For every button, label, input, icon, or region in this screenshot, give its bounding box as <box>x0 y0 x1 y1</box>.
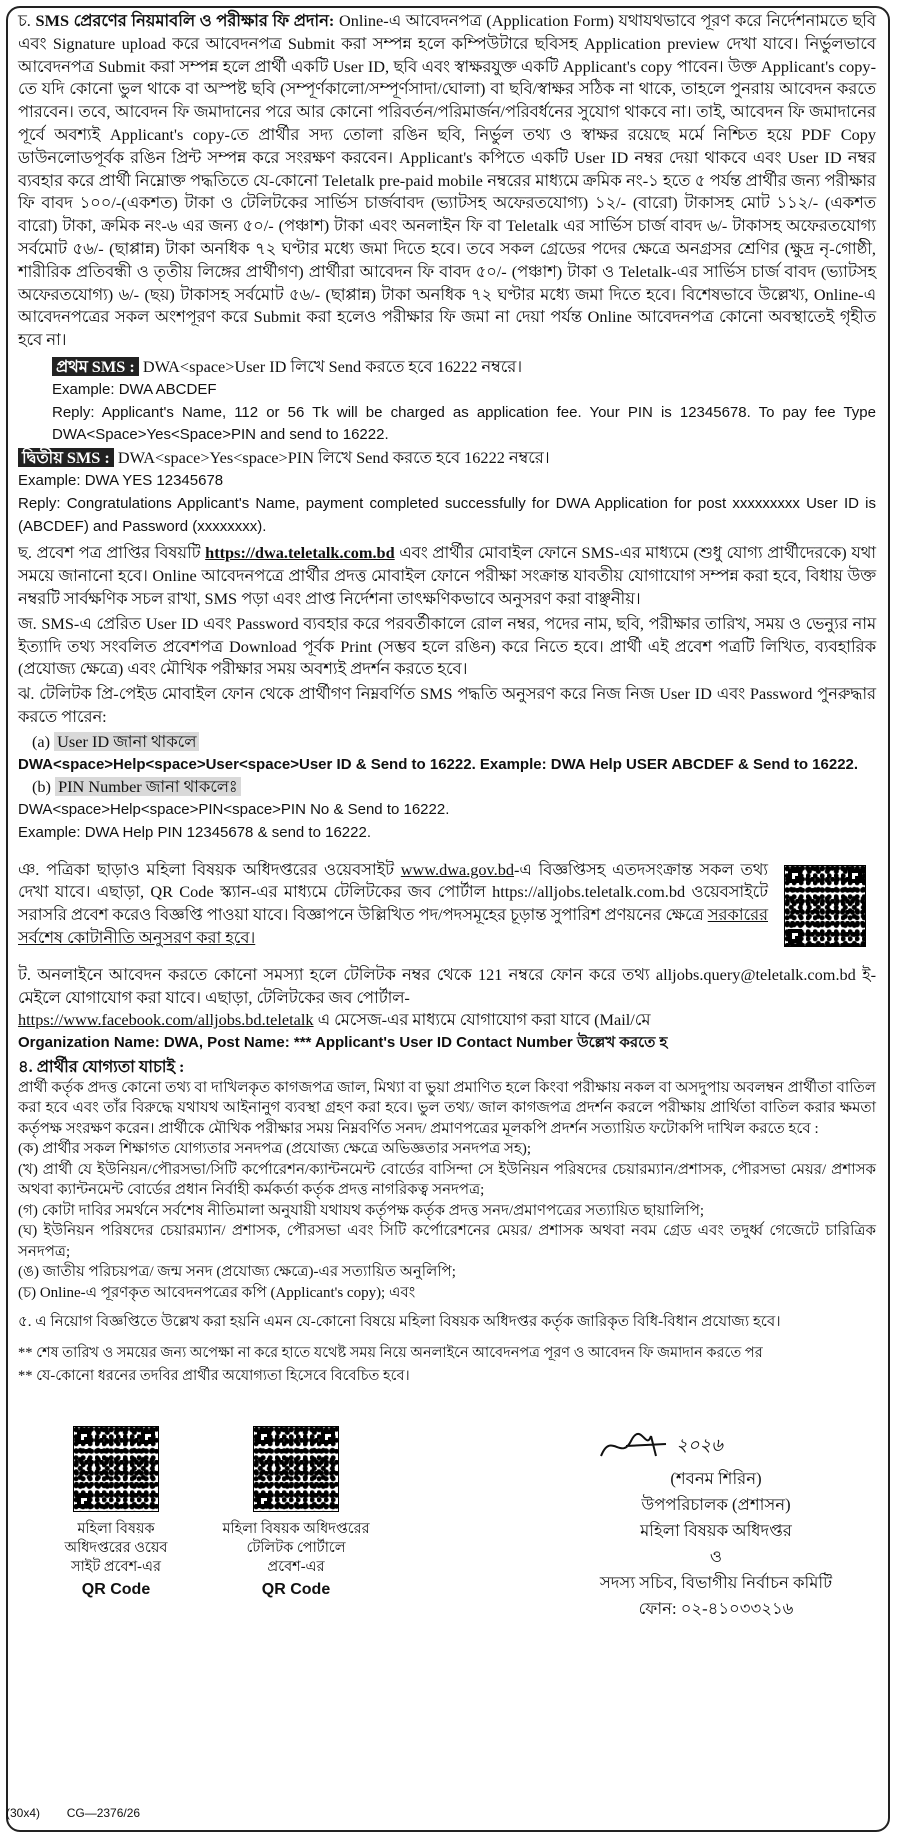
reference-code: (30x4) CG—2376/26 <box>6 1806 141 1820</box>
second-sms-tag: দ্বিতীয় SMS : <box>18 448 114 467</box>
section-cha-body: Online-এ আবেদনপত্র (Application Form) যথাযথভাবে পূরণ করে নির্দেশনামতে ছবি এবং Signature upload করে আবেদনপত্র Submit করা সম্পন্ন হলে কম্পিউটারে ছবিসহ Application preview দেখা যাবে। নির্ভুলভাবে আবেদনপত্র Submit করা সম্পন্ন হলে প্রার্থী একটি User ID, ছবি এবং স্বাক্ষরযুক্ত একটি Applicant's copy পাবেন। উক্ত Applicant's copy-তে যদি কোনো ভুল থাকে বা অস্পষ্ট ছবি (সম্পূর্ণকালো/সম্পূর্ণসাদা/ঘোলা) বা ছবি/স্বাক্ষর সঠিক না থাকে, তাহলে পুনরায় আবেদন করতে পারবেন। তবে, আবেদন ফি জমাদানের পরে আর কোনো পরিবর্তন/পরিমার্জন/পরিবর্ধনের সুযোগ থাকবে না। তাই, আবেদন ফি জমাদানের পূর্বে অবশ্যই Applicant's copy-তে প্রার্থীর সদ্য তোলা রঙিন ছবি, নির্ভুল তথ্য ও স্বাক্ষর রয়েছে মর্মে নিশ্চিত হয়ে PDF Copy ডাউনলোডপূর্বক রঙিন প্রিন্ট সম্পন্ন করে সংরক্ষণ করবেন। Applicant's কপিতে একটি User ID নম্বর দেয়া থাকবে এবং User ID নম্বর ব্যবহার করে প্রার্থী নিম্নোক্ত পদ্ধতিতে যে-কোনো Teletalk pre-paid mobile নম্বরের মাধ্যমে ক্রমিক নং-১ হতে ৫ পর্যন্ত প্রার্থীর জন্য পরীক্ষার ফি বাবদ ১০০/-(একশত) টাকা ও টেলিটকের সার্ভিস চার্জবাবদ (ভ্যাটসহ অফেরতযোগ্য) ১২/- (বারো) টাকাসহ মোট ১১২/- (একশত বারো) টাকা, ক্রমিক নং-৬ এর জন্য ৫০/- (পঞ্চাশ) টাকা এবং অনলাইন ফি বা Teletalk এর সার্ভিস চার্জ বাবদ ৬/- টাকাসহ অফেরতযোগ্য সর্বমোট ৫৬/- (ছাপ্পান্ন) টাকা অনধিক ৭২ ঘণ্টার মধ্যে জমা দিতে হবে। তবে সকল গ্রেডের পদের ক্ষেত্রে অনগ্রসর শ্রেণির (ক্ষুদ্র নৃ-গোষ্ঠী, শারীরিক প্রতিবন্ধী ও তৃতীয় লিঙ্গের প্রার্থীগণ) প্রার্থীরা আবেদন ফি বাবদ ৫০/- (পঞ্চাশ) টাকা ও Teletalk-এর সার্ভিস চার্জ বাবদ (ভ্যাটসহ অফেরতযোগ্য) ৬/- (ছয়) টাকাসহ সর্বমোট ৫৬/- (ছাপ্পান্ন) টাকা অনধিক ৭২ ঘণ্টার মধ্যে জমা দিতে হবে। বিশেষভাবে উল্লেখ্য, Online-এ আবেদনপত্রের সকল অংশপূরণ করে Submit করা হলেও পরীক্ষার ফি জমা না দেয়া পর্যন্ত Online আবেদনপত্র কোনো অবস্থাতেই গৃহীত হবে না। <box>18 11 876 350</box>
sms-instructions: প্রথম SMS : DWA<space>User ID লিখে Send করতে হবে 16222 নম্বরে। Example: DWA ABCDEF Reply: Applicant's Name, 112 or 56 Tk will be charged as application fee. Your PIN is 12345678. To pay fee Type DWA<Space>Yes<Space>PIN and send to 16222. <box>52 356 876 444</box>
section-4-heading: ৪. প্রার্থীর যোগ্যতা যাচাই : <box>18 1057 185 1077</box>
qr-code-image <box>73 1426 159 1512</box>
second-sms: দ্বিতীয় SMS : DWA<space>Yes<space>PIN লিখে Send করতে হবে 16222 নম্বরে। Example: DWA YES 12345678 Reply: Congratulations Applicant's Name, payment completed successfully for DWA Application for post xxxxxxxxx User ID is (ABCDEF) and Password (xxxxxxxx). <box>18 448 876 535</box>
section-nya: ঞ. পত্রিকা ছাড়াও মহিলা বিষয়ক অধিদপ্তরের ওয়েবসাইট www.dwa.gov.bd-এ বিজ্ঞপ্তিসহ এতদসংক্রান্ত সকল তথ্য দেখা যাবে। এছাড়া, QR Code স্ক্যান-এর মাধ্যমে টেলিটকের জব পোর্টাল https://alljobs.teletalk.com.bd ওয়েবসাইটে সরাসরি প্রবেশ করেও বিজ্ঞপ্তি পাওয়া যাবে। বিজ্ঞাপনে উল্লিখিত পদ/পদসমূহের চূড়ান্ত সুপারিশ প্রণয়নের ক্ষেত্রে সরকারের সর্বশেষ কোটানীতি অনুসরণ করা হবে। <box>18 859 876 950</box>
admit-card-link[interactable]: https://dwa.teletalk.com.bd <box>205 543 395 563</box>
recovery-options: (a) User ID জানা থাকলে DWA<space>Help<space>User<space>User ID & Send to 16222. Example: DWA Help USER ABCDEF & Send to 16222. (b) PIN Number জানা থাকলেঃ DWA<space>Help<space>PIN<space>PIN No & Send to 16222. Example: DWA Help PIN 12345678 & send to 16222. <box>18 731 859 841</box>
section-5: ৫. এ নিয়োগ বিজ্ঞপ্তিতে উল্লেখ করা হয়নি এমন যে-কোনো বিষয়ে মহিলা বিষয়ক অধিদপ্তর কর্তৃক জারিকৃত বিধি-বিধান প্রযোজ্য হবে। <box>18 1314 781 1331</box>
doc-item: (ঘ) ইউনিয়ন পরিষদের চেয়ারম্যান/ প্রশাসক, পৌরসভা এবং সিটি কর্পোরেশনের মেয়র/ প্রশাসক অথবা নবম গ্রেড এবং তদুর্ধ্ব গেজেটে চারিত্রিক সনদপত্র; <box>18 1223 876 1260</box>
notes: ** শেষ তারিখ ও সময়ের জন্য অপেক্ষা না করে হাতে যথেষ্ট সময় নিয়ে অনলাইনে আবেদনপত্র পূরণ ও আবেদন ফি জমাদান করতে পর ** যে-কোনো ধরনের তদবির প্রার্থীর অযোগ্যতা হিসেবে বিবেচিত হবে। <box>18 1344 763 1384</box>
footer <box>18 1426 876 1746</box>
handwritten-signature: ২০২৬ <box>576 1426 856 1466</box>
doc-item: (খ) প্রার্থী যে ইউনিয়ন/পৌরসভা/সিটি কর্পোরেশন/ক্যান্টনমেন্ট বোর্ডের বাসিন্দা সে ইউনিয়ন পরিষদের চেয়ারম্যান/প্রশাসক, পৌরসভা মেয়র/ প্রশাসক অথবা ক্যান্টনমেন্ট বোর্ডের প্রধান নির্বাহী কর্মকর্তা কর্তৃক প্রদত্ত নাগরিকত্ব সনদপত্র; <box>18 1161 876 1199</box>
qr-code-image <box>253 1426 339 1512</box>
section-cha-heading: SMS প্রেরণের নিয়মাবলি ও পরীক্ষার ফি প্রদান: <box>35 11 335 30</box>
qr-code-image <box>784 865 866 947</box>
doc-item: (গ) কোটা দাবির সমর্থনে সর্বশেষ নীতিমালা অনুযায়ী যথাযথ কর্তৃপক্ষ কর্তৃক প্রদত্ত সনদ/প্রমাণপত্রের সত্যায়িত ছায়ালিপি; <box>18 1202 705 1219</box>
first-sms-tag: প্রথম SMS : <box>52 357 139 376</box>
section-cha: চ. SMS প্রেরণের নিয়মাবলি ও পরীক্ষার ফি প্রদান: Online-এ আবেদনপত্র (Application Form) যথাযথভাবে পূরণ করে নির্দেশনামতে ছবি এবং Signature upload করে আবেদনপত্র Submit করা সম্পন্ন হলে কম্পিউটারে ছবিসহ Application preview দেখা যাবে। নির্ভুলভাবে আবেদনপত্র Submit করা সম্পন্ন হলে প্রার্থী একটি User ID, ছবি এবং স্বাক্ষরযুক্ত একটি Applicant's copy পাবেন। উক্ত Applicant's copy-তে যদি কোনো ভুল থাকে বা অস্পষ্ট ছবি (সম্পূর্ণকালো/সম্পূর্ণসাদা/ঘোলা) বা ছবি/স্বাক্ষর সঠিক না থাকে, তাহলে পুনরায় আবেদন করতে পারবেন। তবে, আবেদন ফি জমাদানের পরে আর কোনো পরিবর্তন/পরিমার্জন/পরিবর্ধনের সুযোগ থাকবে না। তাই, আবেদন ফি জমাদানের পূর্বে অবশ্যই Applicant's copy-তে প্রার্থীর সদ্য তোলা রঙিন ছবি, নির্ভুল তথ্য ও স্বাক্ষর রয়েছে মর্মে নিশ্চিত হয়ে PDF Copy ডাউনলোডপূর্বক রঙিন প্রিন্ট সম্পন্ন করে সংরক্ষণ করবেন। Applicant's কপিতে একটি User ID নম্বর দেয়া থাকবে এবং User ID নম্বর ব্যবহার করে প্রার্থী নিম্নোক্ত পদ্ধতিতে যে-কোনো Teletalk pre-paid mobile নম্বরের মাধ্যমে ক্রমিক নং-১ হতে ৫ পর্যন্ত প্রার্থীর জন্য পরীক্ষার ফি বাবদ ১০০/-(একশত) টাকা ও টেলিটকের সার্ভিস চার্জবাবদ (ভ্যাটসহ অফেরতযোগ্য) ১২/- (বারো) টাকাসহ মোট ১১২/- (একশত বারো) টাকা, ক্রমিক নং-৬ এর জন্য ৫০/- (পঞ্চাশ) টাকা এবং অনলাইন ফি বা Teletalk এর সার্ভিস চার্জ বাবদ ৬/- টাকাসহ অফেরতযোগ্য সর্বমোট ৫৬/- (ছাপ্পান্ন) টাকা অনধিক ৭২ ঘণ্টার মধ্যে জমা দিতে হবে। তবে সকল গ্রেডের পদের ক্ষেত্রে অনগ্রসর শ্রেণির (ক্ষুদ্র নৃ-গোষ্ঠী, শারীরিক প্রতিবন্ধী ও তৃতীয় লিঙ্গের প্রার্থীগণ) প্রার্থীরা আবেদন ফি বাবদ ৫০/- (পঞ্চাশ) টাকা ও Teletalk-এর সার্ভিস চার্জ বাবদ (ভ্যাটসহ অফেরতযোগ্য) ৬/- (ছয়) টাকাসহ সর্বমোট ৫৬/- (ছাপ্পান্ন) টাকা অনধিক ৭২ ঘণ্টার মধ্যে জমা দিতে হবে। বিশেষভাবে উল্লেখ্য, Online-এ আবেদনপত্রের সকল অংশপূরণ করে Submit করা হলেও পরীক্ষার ফি জমা না দেয়া পর্যন্ত Online আবেদনপত্র কোনো অবস্থাতেই গৃহীত হবে না। <box>18 11 876 350</box>
dwa-website-link[interactable]: www.dwa.gov.bd <box>400 859 514 879</box>
qr-teletalk: মহিলা বিষয়ক অধিদপ্তরের টেলিটক পোর্টালে প্রবেশ-এর QR Code <box>206 1426 386 1599</box>
pin-known-label: PIN Number জানা থাকলেঃ <box>55 777 241 796</box>
doc-item: (ক) প্রার্থীর সকল শিক্ষাগত যোগ্যতার সনদপত্র (প্রযোজ্য ক্ষেত্রে অভিজ্ঞতার সনদপত্র সহ); <box>18 1141 532 1158</box>
doc-item: (ঙ) জাতীয় পরিচয়পত্র/ জন্ম সনদ (প্রযোজ্য ক্ষেত্রে)-এর সত্যায়িত অনুলিপি; <box>18 1264 456 1281</box>
section-4: ৪. প্রার্থীর যোগ্যতা যাচাই : প্রার্থী কর্তৃক প্রদত্ত কোনো তথ্য বা দাখিলকৃত কাগজপত্র জাল, মিথ্যা বা ভুয়া প্রমাণিত হলে কিংবা পরীক্ষায় নকল বা অসদুপায় অবলম্বন প্রার্থীতা বাতিল করা হবে এবং তাঁর বিরুদ্ধে যথাযথ আইনানুগ ব্যবস্থা গ্রহণ করা হবে। ভুল তথ্য/ জাল কাগজপত্র প্রদর্শন করলে পরীক্ষায় প্রার্থিতা বাতিল করার ক্ষমতা কর্তৃপক্ষ সংরক্ষণ করেন। প্রার্থীকে মৌখিক পরীক্ষার সময় নিম্নবর্ণিত সনদ/ প্রমাণপত্রের মূলকপি প্রদর্শন সত্যায়িত ফটোকপি দাখিল করতে হবে : (ক) প্রার্থীর সকল শিক্ষাগত যোগ্যতার সনদপত্র (প্রযোজ্য ক্ষেত্রে অভিজ্ঞতার সনদপত্র সহ); (খ) প্রার্থী যে ইউনিয়ন/পৌরসভা/সিটি কর্পোরেশন/ক্যান্টনমেন্ট বোর্ডের বাসিন্দা সে ইউনিয়ন পরিষদের চেয়ারম্যান/প্রশাসক, পৌরসভা মেয়র/ প্রশাসক অথবা ক্যান্টনমেন্ট বোর্ডের প্রধান নির্বাহী কর্মকর্তা কর্তৃক প্রদত্ত নাগরিকত্ব সনদপত্র; (গ) কোটা দাবির সমর্থনে সর্বশেষ নীতিমালা অনুযায়ী যথাযথ কর্তৃপক্ষ কর্তৃক প্রদত্ত সনদ/প্রমাণপত্রের সত্যায়িত ছায়ালিপি; (ঘ) ইউনিয়ন পরিষদের চেয়ারম্যান/ প্রশাসক, পৌরসভা এবং সিটি কর্পোরেশনের মেয়র/ প্রশাসক অথবা নবম গ্রেড এবং তদুর্ধ্ব গেজেটে চারিত্রিক সনদপত্র; (ঙ) জাতীয় পরিচয়পত্র/ জন্ম সনদ (প্রযোজ্য ক্ষেত্রে)-এর সত্যায়িত অনুলিপি; (চ) Online-এ পূরণকৃত আবেদনপত্রের কপি (Applicant's copy); এবং <box>18 1057 876 1303</box>
section-ta: ট. অনলাইনে আবেদন করতে কোনো সমস্যা হলে টেলিটক নম্বর থেকে 121 নম্বরে ফোন করে তথ্য alljobs.query@teletalk.com.bd ই-মেইলে যোগাযোগ করা যাবে। এছাড়া, টেলিটকের জব পোর্টাল- https://www.facebook.com/alljobs.bd.teletalk এ মেসেজ-এর মাধ্যমে যোগাযোগ করা যাবে (Mail/মে Organization Name: DWA, Post Name: *** Applicant's User ID Contact Number উল্লেখ করতে হ <box>18 964 876 1052</box>
user-id-known-label: User ID জানা থাকলে <box>54 732 199 751</box>
section-jha-intro: ঝ. টেলিটক প্রি-পেইড মোবাইল ফোন থেকে প্রার্থীগণ নিম্নবর্ণিত SMS পদ্ধতি অনুসরণ করে নিজ নিজ User ID এবং Password পুনরুদ্ধার করতে পারেন: <box>18 684 876 726</box>
signature-block: ২০২৬ (শবনম শিরিন) উপপরিচালক (প্রশাসন) মহিলা বিষয়ক অধিদপ্তর ও সদস্য সচিব, বিভাগীয় নির্বাচন কমিটি ফোন: ০২-৪১০৩৩২১৬ <box>576 1426 856 1622</box>
section-chha: ছ. প্রবেশ পত্র প্রাপ্তির বিষয়টি https://dwa.teletalk.com.bd এবং প্রার্থীর মোবাইল ফোনে SMS-এর মাধ্যমে (শুধু যোগ্য প্রার্থীদেরকে) যথা সময়ে জানানো হবে। Online আবেদনপত্রে প্রার্থীর প্রদত্ত মোবাইল ফোনে পরীক্ষা সংক্রান্ত যাবতীয় যোগাযোগ সম্পন্ন করা হবে, বিধায় উক্ত নম্বরটি সার্বক্ষণিক সচল রাখা, SMS পড়া এবং প্রাপ্ত নির্দেশনা তাৎক্ষণিকভাবে অনুসরণ করা বাঞ্ছনীয়। <box>18 543 876 608</box>
doc-item: (চ) Online-এ পূরণকৃত আবেদনপত্রের কপি (Applicant's copy); এবং <box>18 1284 416 1301</box>
notice-content <box>18 10 876 1618</box>
section-ja: জ. SMS-এ প্রেরিত User ID এবং Password ব্যবহার করে পরবর্তীকালে রোল নম্বর, পদের নাম, ছবি, পরীক্ষার তারিখ, সময় ও ভেন্যুর নাম ইত্যাদি তথ্য সংবলিত প্রবেশপত্র Download পূর্বক Print (সম্ভব হলে রঙিন) করে নিতে হবে। প্রার্থী এই প্রবেশ পত্রটি লিখিত, ব্যবহারিক (প্রযোজ্য ক্ষেত্রে) এবং মৌখিক পরীক্ষার সময় অবশ্যই প্রদর্শন করতে হবে। <box>18 613 876 679</box>
facebook-link[interactable]: https://www.facebook.com/alljobs.bd.teletalk <box>18 1010 314 1030</box>
qr-website: মহিলা বিষয়ক অধিদপ্তরের ওয়েব সাইট প্রবেশ-এর QR Code <box>46 1426 186 1599</box>
